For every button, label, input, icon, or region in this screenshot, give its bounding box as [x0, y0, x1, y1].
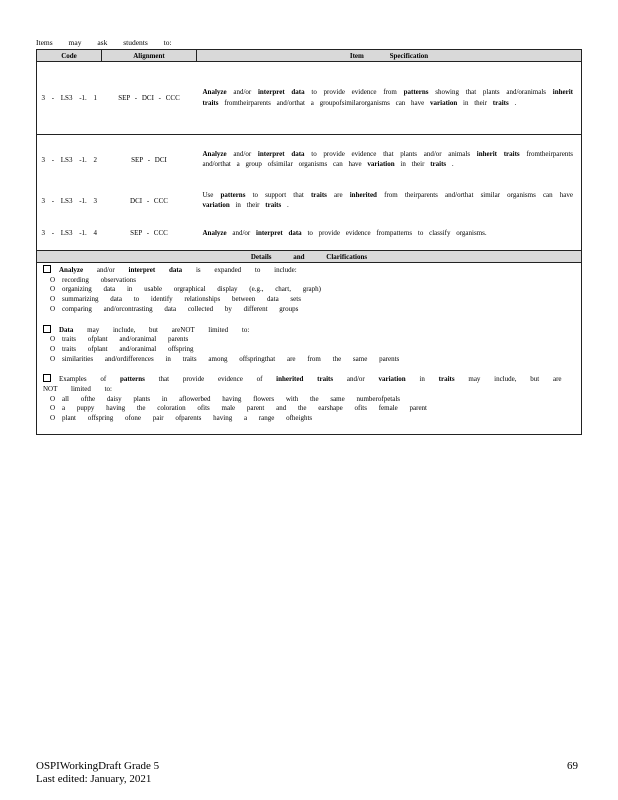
page-number: 69	[567, 760, 578, 772]
emphasis-term: variation	[367, 160, 395, 169]
details-cell	[37, 263, 582, 435]
details-group-heading	[43, 265, 577, 276]
emphasis-term: interpret	[257, 88, 285, 96]
code-cell: 3 - LS3 -1. 3	[37, 185, 102, 217]
table-row	[37, 185, 582, 217]
list-item	[43, 404, 577, 414]
details-row	[37, 263, 582, 435]
square-bullet-icon	[43, 325, 51, 333]
emphasis-term: interpret	[128, 266, 156, 274]
circle-bullet-icon: O	[50, 335, 56, 344]
table-row	[37, 217, 582, 251]
list-item-text: a puppy having the coloration ofits male parent and the earshape ofits female parent	[62, 404, 427, 413]
spec-cell: Analyze and/or interpret data to provide evidence from patterns showing that plants and/oranimals inherit traits fromtheirparents and/orthat a groupofsimilarorganisms can have variation in their traits .	[197, 62, 582, 135]
emphasis-term: interpret	[257, 149, 285, 158]
list-item	[43, 335, 577, 345]
details-group	[43, 265, 577, 315]
circle-bullet-icon: O	[50, 275, 56, 284]
circle-bullet-icon: O	[50, 344, 56, 353]
emphasis-term: variation	[378, 375, 406, 384]
emphasis-term: data	[291, 149, 305, 158]
intro-text: Items may ask students to:	[36, 38, 172, 47]
circle-bullet-icon: O	[50, 304, 56, 313]
circle-bullet-icon: O	[50, 414, 56, 423]
list-item-text: traits ofplant and/oranimal offspring	[62, 344, 194, 353]
details-group-heading-text: Data may include, but areNOT limited to:	[59, 325, 250, 334]
circle-bullet-icon: O	[50, 354, 56, 363]
details-group-heading	[43, 374, 577, 394]
footer	[36, 760, 159, 786]
emphasis-term: Analyze	[59, 266, 84, 274]
list-item-text: plant offspring ofone pair ofparents having a range ofheights	[62, 414, 313, 423]
footer-last-edited: Last edited: January, 2021	[36, 773, 152, 785]
emphasis-term: patterns	[403, 88, 429, 96]
emphasis-term: patterns	[119, 375, 145, 384]
emphasis-term: Analyze	[202, 228, 227, 237]
emphasis-term: inherited	[349, 190, 377, 199]
list-item	[43, 285, 577, 295]
emphasis-term: Analyze	[202, 149, 227, 158]
list-item	[43, 295, 577, 305]
code-cell: 3 - LS3 -1. 1	[37, 62, 102, 135]
details-group-heading	[43, 325, 577, 336]
list-item-text: comparing and/orcontrasting data collected by different groups	[62, 304, 299, 313]
table-row	[37, 135, 582, 185]
list-item	[43, 355, 577, 365]
square-bullet-icon	[43, 265, 51, 273]
emphasis-term: Data	[59, 325, 74, 334]
alignment-cell: DCI - CCC	[130, 196, 168, 205]
spec-cell: Use patterns to support that traits are inherited from theirparents and/orthat similar organisms can have variation in their traits .	[197, 185, 582, 217]
table-header-row	[37, 50, 582, 62]
list-item	[43, 305, 577, 315]
emphasis-term: traits	[310, 190, 327, 199]
emphasis-term: traits	[492, 98, 509, 107]
emphasis-term: traits	[438, 375, 455, 384]
list-item	[43, 395, 577, 405]
footer-doc-title: OSPIWorkingDraft Grade 5	[36, 760, 160, 772]
emphasis-term: inherit traits	[202, 88, 573, 107]
circle-bullet-icon: O	[50, 295, 56, 304]
spec-cell: Analyze and/or interpret data to provide evidence that plants and/or animals inherit traits fromtheirparents and/orthat a group ofsimilar organisms can have variation in their traits .	[197, 135, 582, 185]
circle-bullet-icon: O	[50, 394, 56, 403]
spec-header: Item Specification	[197, 50, 582, 62]
item-spec-table	[36, 49, 582, 435]
alignment-cell: SEP - CCC	[130, 229, 168, 238]
list-item-text: all ofthe daisy plants in aflowerbed having flowers with the same numberofpetals	[62, 394, 401, 403]
code-cell: 3 - LS3 -1. 2	[37, 135, 102, 185]
list-item-text: traits ofplant and/oranimal parents	[62, 335, 189, 344]
alignment-cell: SEP - DCI - CCC	[102, 62, 197, 135]
list-item	[43, 414, 577, 424]
list-item-text: organizing data in usable orgraphical display (e.g., chart, graph)	[62, 285, 321, 294]
emphasis-term: variation	[430, 98, 458, 107]
list-item	[43, 276, 577, 286]
details-group	[43, 374, 577, 424]
square-bullet-icon	[43, 374, 51, 382]
details-header-row	[37, 251, 582, 263]
code-header: Code	[37, 50, 102, 62]
list-item-text: similarities and/ordifferences in traits among offspringthat are from the same parents	[62, 354, 400, 363]
emphasis-term: data	[291, 88, 305, 96]
circle-bullet-icon: O	[50, 285, 56, 294]
spec-cell: Analyze and/or interpret data to provide evidence frompatterns to classify organisms.	[197, 217, 582, 251]
alignment-cell: SEP - DCI	[131, 155, 167, 164]
details-group	[43, 325, 577, 365]
details-group-heading-text: Examples of patterns that provide evidence of inherited traits and/or variation in traits may include, but are NOT limited to:	[43, 375, 562, 394]
details-group-heading-text: Analyze and/or interpret data is expanded to include:	[59, 266, 297, 274]
emphasis-term: traits	[265, 201, 282, 209]
code-cell: 3 - LS3 -1. 4	[37, 217, 102, 251]
list-item	[43, 345, 577, 355]
emphasis-term: inherited traits	[276, 375, 334, 384]
details-header: Details and Clarifications	[37, 251, 582, 263]
alignment-header: Alignment	[102, 50, 197, 62]
emphasis-term: patterns	[220, 190, 246, 199]
emphasis-term: Analyze	[202, 88, 227, 96]
emphasis-term: inherit traits	[476, 149, 520, 158]
emphasis-term: data	[288, 228, 302, 237]
emphasis-term: data	[168, 266, 183, 274]
list-item-text: recording observations	[62, 275, 136, 284]
emphasis-term: variation	[202, 201, 230, 209]
emphasis-term: traits	[430, 160, 447, 169]
table-row	[37, 62, 582, 135]
emphasis-term: interpret	[256, 228, 283, 237]
circle-bullet-icon: O	[50, 404, 56, 413]
list-item-text: summarizing data to identify relationships between data sets	[62, 295, 301, 304]
